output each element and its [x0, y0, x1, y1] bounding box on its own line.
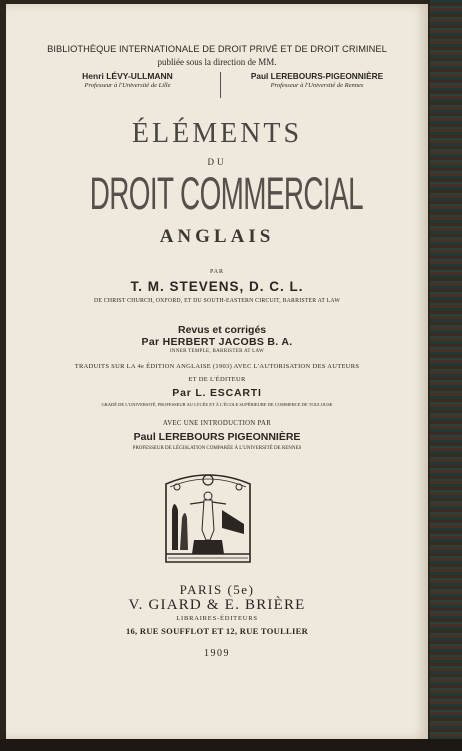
publisher-trade: LIBRAIRES-ÉDITEURS: [176, 615, 258, 622]
revised-label: Revus et corrigés: [178, 324, 267, 336]
title-anglais: ANGLAIS: [159, 226, 275, 247]
series-title: BIBLIOTHÈQUE INTERNATIONALE DE DROIT PRIVÉ ET DE DROIT CRIMINEL: [47, 44, 387, 54]
publisher-name: V. GIARD & E. BRIÈRE: [128, 597, 306, 613]
publisher-address: 16, RUE SOUFFLOT ET 12, RUE TOULLIER: [125, 626, 309, 636]
reviser-name: Par HERBERT JACOBS B. A.: [141, 336, 293, 348]
publisher-emblem: [160, 470, 256, 570]
title-droit-commercial: [6, 168, 428, 220]
publisher-city: PARIS (5e): [179, 582, 255, 597]
editor-1-role: Professeur à l'Université de Lille: [84, 82, 171, 89]
book-spine-edge: [430, 0, 462, 751]
translator-affiliation: GRADÉ DE L'UNIVERSITÉ, PROFESSEUR AU LYCÉE ET À L'ÉCOLE SUPÉRIEURE DE COMMERCE DE TOULOUSE: [101, 402, 333, 407]
translation-note-line-1: TRADUITS SUR LA 4e ÉDITION ANGLAISE (1903) AVEC L'AUTORISATION DES AUTEURS: [74, 363, 360, 370]
author-name: T. M. STEVENS, D. C. L.: [130, 279, 304, 294]
editor-2-name: Paul LEREBOURS-PIGEONNIÈRE: [250, 71, 384, 81]
background-shadow: [0, 739, 462, 751]
header-divider: [220, 72, 221, 98]
translator-name: Par L. ESCARTI: [172, 387, 262, 399]
editor-2-role: Professeur à l'Université de Rennes: [270, 82, 364, 89]
title-elements: ÉLÉMENTS: [131, 118, 303, 149]
editor-1-name: Henri LÉVY-ULLMANN: [82, 71, 173, 81]
translation-note-line-2: ET DE L'ÉDITEUR: [188, 376, 246, 383]
par-label: PAR: [209, 269, 225, 275]
introduction-label: AVEC UNE INTRODUCTION PAR: [162, 420, 272, 427]
publication-year: 1909: [204, 648, 230, 659]
introduction-author: Paul LEREBOURS PIGEONNIÈRE: [133, 431, 301, 443]
publisher-note: publiée sous la direction de MM.: [157, 57, 277, 67]
introduction-affiliation: PROFESSEUR DE LÉGISLATION COMPARÉE À L'UNIVERSITÉ DE RENNES: [132, 446, 302, 451]
title-du: DU: [207, 157, 227, 167]
reviser-affiliation: INNER TEMPLE, BARRISTER AT LAW: [169, 349, 265, 354]
author-affiliation: DE CHRIST CHURCH, OXFORD, ET DU SOUTH-EASTERN CIRCUIT, BARRISTER AT LAW: [93, 298, 340, 304]
title-main: DROIT COMMERCIAL: [89, 168, 363, 219]
